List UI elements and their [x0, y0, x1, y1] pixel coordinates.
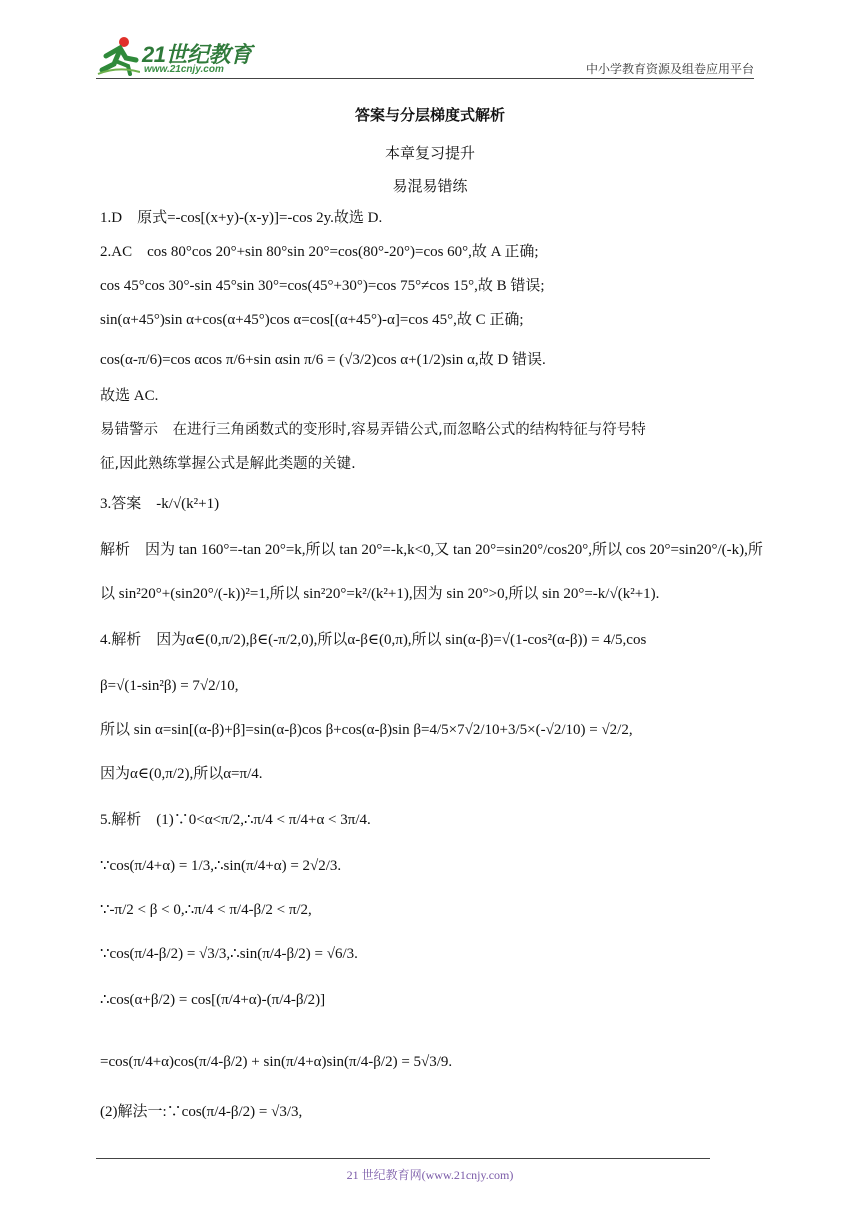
- page-title: 答案与分层梯度式解析: [354, 106, 505, 124]
- header-divider: [96, 78, 754, 79]
- analysis-4-line-3: 所以 sin α=sin[(α-β)+β]=sin(α-β)cos β+cos(α-β)sin β=4/5×7√2/10+3/5×(-√2/10) = √2/2,: [100, 722, 633, 738]
- footer-divider: [96, 1158, 710, 1159]
- analysis-4-line-4: 因为α∈(0,π/2),所以α=π/4.: [100, 766, 263, 782]
- warning-line-1: 易错警示 在进行三角函数式的变形时,容易弄错公式,而忽略公式的结构特征与符号特: [100, 422, 646, 438]
- runner-logo-icon: [96, 36, 140, 76]
- answer-2-line-3: sin(α+45°)sin α+cos(α+45°)cos α=cos[(α+45°)-α]=cos 45°,故 C 正确;: [100, 312, 524, 328]
- footer-text: 21 世纪教育网(www.21cnjy.com): [346, 1168, 514, 1182]
- analysis-5-line-5: ∴cos(α+β/2) = cos[(π/4+α)-(π/4-β/2)]: [100, 992, 326, 1008]
- site-logo: [96, 36, 266, 80]
- answer-2-line-4: cos(α-π/6)=cos αcos π/6+sin αsin π/6 = (√3/2)cos α+(1/2)sin α,故 D 错误.: [100, 352, 546, 368]
- chapter-title: 本章复习提升: [384, 144, 475, 162]
- analysis-3-line-2: 以 sin²20°+(sin20°/(-k))²=1,所以 sin²20°=k²/(k²+1),因为 sin 20°>0,所以 sin 20°=-k/√(k²+1).: [100, 586, 660, 602]
- answer-2-line-1: 2.AC cos 80°cos 20°+sin 80°sin 20°=cos(80°-20°)=cos 60°,故 A 正确;: [100, 244, 539, 260]
- analysis-5-line-1: 5.解析 (1)∵0<α<π/2,∴π/4 < π/4+α < 3π/4.: [100, 812, 371, 828]
- analysis-5-line-2: ∵cos(π/4+α) = 1/3,∴sin(π/4+α) = 2√2/3.: [100, 858, 342, 874]
- logo-url: www.21cnjy.com: [144, 64, 224, 75]
- analysis-5-line-4: ∵cos(π/4-β/2) = √3/3,∴sin(π/4-β/2) = √6/3.: [100, 946, 358, 962]
- analysis-5-line-6: =cos(π/4+α)cos(π/4-β/2) + sin(π/4+α)sin(π/4-β/2) = 5√3/9.: [100, 1054, 453, 1070]
- answer-2-conclusion: 故选 AC.: [100, 388, 159, 404]
- logo-text: 21世纪教育: [142, 42, 252, 67]
- analysis-5-line-3: ∵-π/2 < β < 0,∴π/4 < π/4-β/2 < π/2,: [100, 902, 312, 918]
- warning-line-2: 征,因此熟练掌握公式是解此类题的关键.: [100, 456, 356, 472]
- analysis-5-part-2: (2)解法一:∵cos(π/4-β/2) = √3/3,: [100, 1104, 303, 1120]
- answer-2-line-2: cos 45°cos 30°-sin 45°sin 30°=cos(45°+30°)=cos 75°≠cos 15°,故 B 错误;: [100, 278, 545, 294]
- section-title: 易混易错练: [392, 177, 468, 195]
- platform-name: 中小学教育资源及组卷应用平台: [585, 62, 754, 76]
- analysis-4-line-2: β=√(1-sin²β) = 7√2/10,: [100, 678, 239, 694]
- analysis-3-line-1: 解析 因为 tan 160°=-tan 20°=k,所以 tan 20°=-k,k<0,又 tan 20°=sin20°/cos20°,所以 cos 20°=sin20°/(-k),所: [100, 542, 763, 558]
- answer-3: 3.答案 -k/√(k²+1): [100, 496, 220, 512]
- answer-1: 1.D 原式=-cos[(x+y)-(x-y)]=-cos 2y.故选 D.: [100, 210, 383, 226]
- analysis-4-line-1: 4.解析 因为α∈(0,π/2),β∈(-π/2,0),所以α-β∈(0,π),所以 sin(α-β)=√(1-cos²(α-β)) = 4/5,cos: [100, 632, 647, 648]
